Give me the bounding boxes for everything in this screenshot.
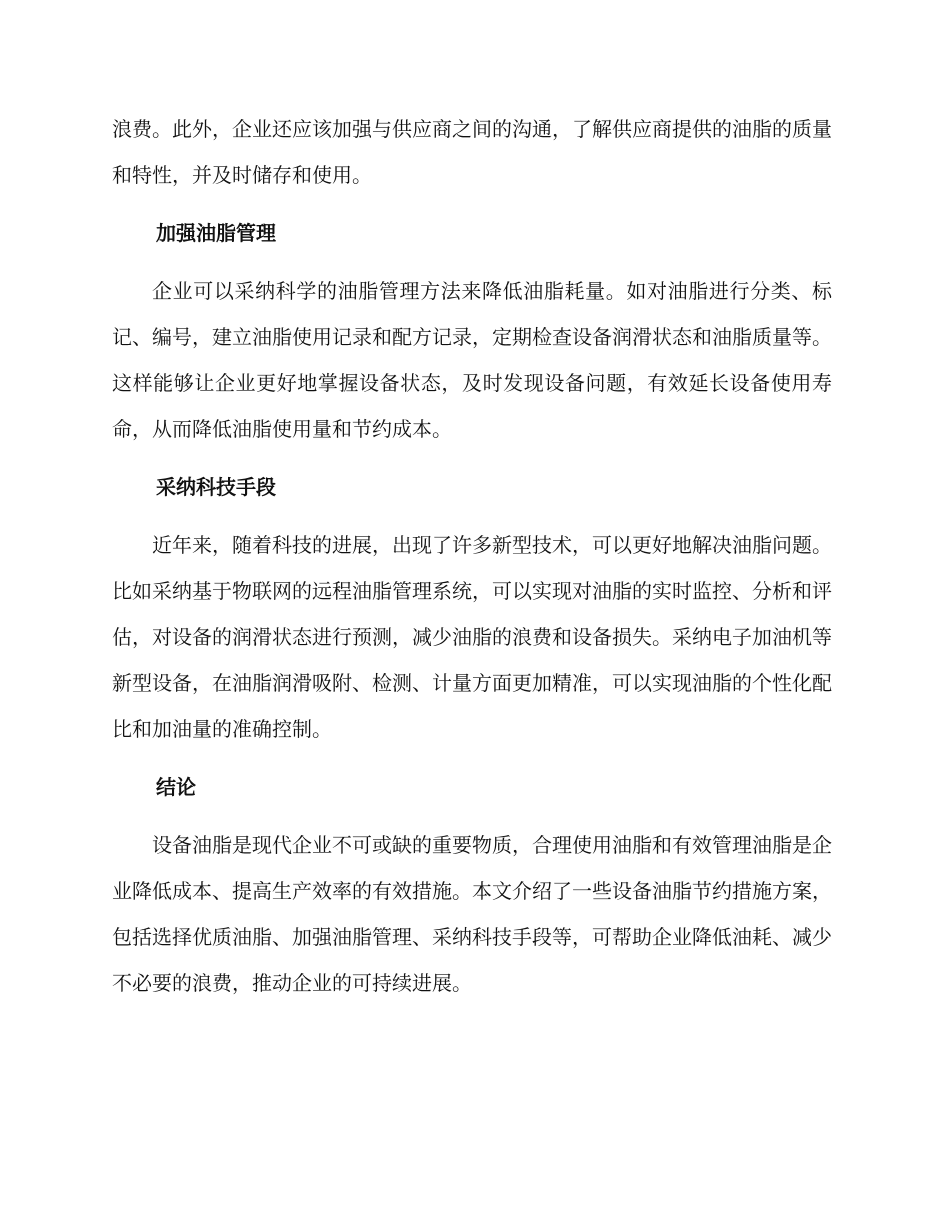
section-heading-conclusion: 结论: [156, 775, 196, 799]
section-heading-technology: 采纳科技手段: [156, 475, 276, 499]
intro-paragraph: 浪费。此外，企业还应该加强与供应商之间的沟通，了解供应商提供的油脂的质量和特性，并及时储存和使用。: [112, 117, 832, 187]
section-heading-oil-management: 加强油脂管理: [156, 221, 276, 245]
section-body-conclusion: 设备油脂是现代企业不可或缺的重要物质，合理使用油脂和有效管理油脂是企业降低成本、提高生产效率的有效措施。本文介绍了一些设备油脂节约措施方案，包括选择优质油脂、加强油脂管理、采纳科技手段等，可帮助企业降低油耗、减少不必要的浪费，推动企业的可持续进展。: [112, 833, 832, 995]
document-page: [112, 106, 832, 1006]
section-body-oil-management: 企业可以采纳科学的油脂管理方法来降低油脂耗量。如对油脂进行分类、标记、编号，建立油脂使用记录和配方记录，定期检查设备润滑状态和油脂质量等。这样能够让企业更好地掌握设备状态，及时发现设备问题，有效延长设备使用寿命，从而降低油脂使用量和节约成本。: [112, 279, 832, 441]
section-body-technology: 近年来，随着科技的进展，出现了许多新型技术，可以更好地解决油脂问题。比如采纳基于物联网的远程油脂管理系统，可以实现对油脂的实时监控、分析和评估，对设备的润滑状态进行预测，减少油脂的浪费和设备损失。采纳电子加油机等新型设备，在油脂润滑吸附、检测、计量方面更加精准，可以实现油脂的个性化配比和加油量的准确控制。: [112, 533, 832, 741]
